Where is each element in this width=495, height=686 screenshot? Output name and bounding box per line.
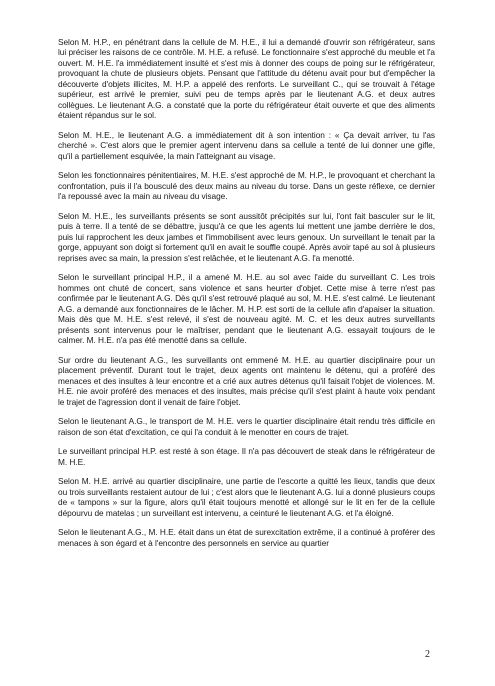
paragraph-9: Selon M. H.E. arrivé au quartier disciplinaire, une partie de l'escorte a quitté les lieux, tandis que deux ou trois surveillants restaient autour de lui ; c'est alors que le lieutenant A.G. lui a donné plusieurs coups de « tampons » sur la figure, alors qu'il était toujours menotté et allongé sur le lit en fer de la cellule dépourvu de matelas ; un surveillant est intervenu, a ceinturé le lieutenant A.G. et l'a éloigné. — [58, 476, 435, 518]
page-number: 2 — [425, 649, 430, 660]
paragraph-10: Selon le lieutenant A.G., M. H.E. était dans un état de surexcitation extrême, il a continué à proférer des menaces à son égard et à l'encontre des personnels en service au quartier — [58, 527, 435, 548]
paragraph-3: Selon les fonctionnaires pénitentiaires, M. H.E. s'est approché de M. H.P., le provoquant et cherchant la confrontation, puis il l'a bousculé des deux mains au niveau du torse. Dans un geste réflexe, ce dernier l'a repoussé avec la main au niveau du visage. — [58, 170, 435, 202]
paragraph-8: Le surveillant principal H.P. est resté à son étage. Il n'a pas découvert de steak dans le réfrigérateur de M. H.E. — [58, 446, 435, 467]
paragraph-7: Selon le lieutenant A.G., le transport de M. H.E. vers le quartier disciplinaire était rendu très difficile en raison de son état d'excitation, ce qui l'a conduit à le menotter en cours de trajet. — [58, 416, 435, 437]
paragraph-4: Selon M. H.E., les surveillants présents se sont aussitôt précipités sur lui, l'ont fait basculer sur le lit, puis à terre. Il a tenté de se débattre, jusqu'à ce que les agents lui mettent une jambe derrière le dos, puis lui rapprochent les deux jambes et l'immobilisent avec leurs genoux. Un surveillant le tenait par la gorge, appuyant son doigt si fortement qu'il en avait le souffle coupé. Après avoir tapé au sol à plusieurs reprises avec sa main, la pression s'est relâchée, et le lieutenant A.G. l'a menotté. — [58, 210, 435, 263]
paragraph-6: Sur ordre du lieutenant A.G., les surveillants ont emmené M. H.E. au quartier disciplinaire pour un placement préventif. Durant tout le trajet, deux agents ont maintenu le détenu, qui a proféré des menaces et des insultes à leur encontre et a crié aux autres détenus qu'il faisait l'objet de violences. M. H.E. nie avoir proféré des menaces et des insultes, mais précise qu'il s'est plaint à haute voix pendant le trajet de l'agression dont il venait de faire l'objet. — [58, 354, 435, 407]
paragraph-1: Selon M. H.P., en pénétrant dans la cellule de M. H.E., il lui a demandé d'ouvrir son réfrigérateur, sans lui préciser les raisons de ce contrôle. M. H.E. a refusé. Le fonctionnaire s'est approché du meuble et l'a ouvert. M. H.E. l'a immédiatement insulté et s'est mis à donner des coups de poing sur le réfrigérateur, provoquant la chute de plusieurs objets. Pensant que l'attitude du détenu avait pour but d'empêcher la découverte d'objets illicites, M. H.P. a appelé des renforts. Le surveillant C., qui se trouvait à l'étage supérieur, est arrivé le premier, suivi peu de temps après par le lieutenant A.G. et deux autres collègues. Le lieutenant A.G. a constaté que la porte du réfrigérateur était ouverte et que des aliments étaient répandus sur le sol. — [58, 37, 435, 121]
document-body — [58, 37, 435, 557]
paragraph-5: Selon le surveillant principal H.P., il a amené M. H.E. au sol avec l'aide du surveillant C. Les trois hommes ont chuté de concert, sans violence et sans heurter d'objet. Cette mise à terre n'est pas confirmée par le lieutenant A.G. Dès qu'il s'est retrouvé plaqué au sol, M. H.E. s'est calmé. Le lieutenant A.G. a demandé aux fonctionnaires de le lâcher. M. H.P. est sorti de la cellule afin d'apaiser la situation. Mais dès que M. H.E. s'est relevé, il s'est de nouveau agité. M. C. et les deux autres surveillants présents sont intervenus pour le maîtriser, pendant que le lieutenant A.G. essayait toujours de le calmer. M. H.E. n'a pas été menotté dans sa cellule. — [58, 272, 435, 346]
paragraph-2: Selon M. H.E., le lieutenant A.G. a immédiatement dit à son intention : « Ça devait arriver, tu l'as cherché ». C'est alors que le premier agent intervenu dans sa cellule a tenté de lui donner une gifle, qu'il a partiellement esquivée, la main l'atteignant au visage. — [58, 129, 435, 161]
